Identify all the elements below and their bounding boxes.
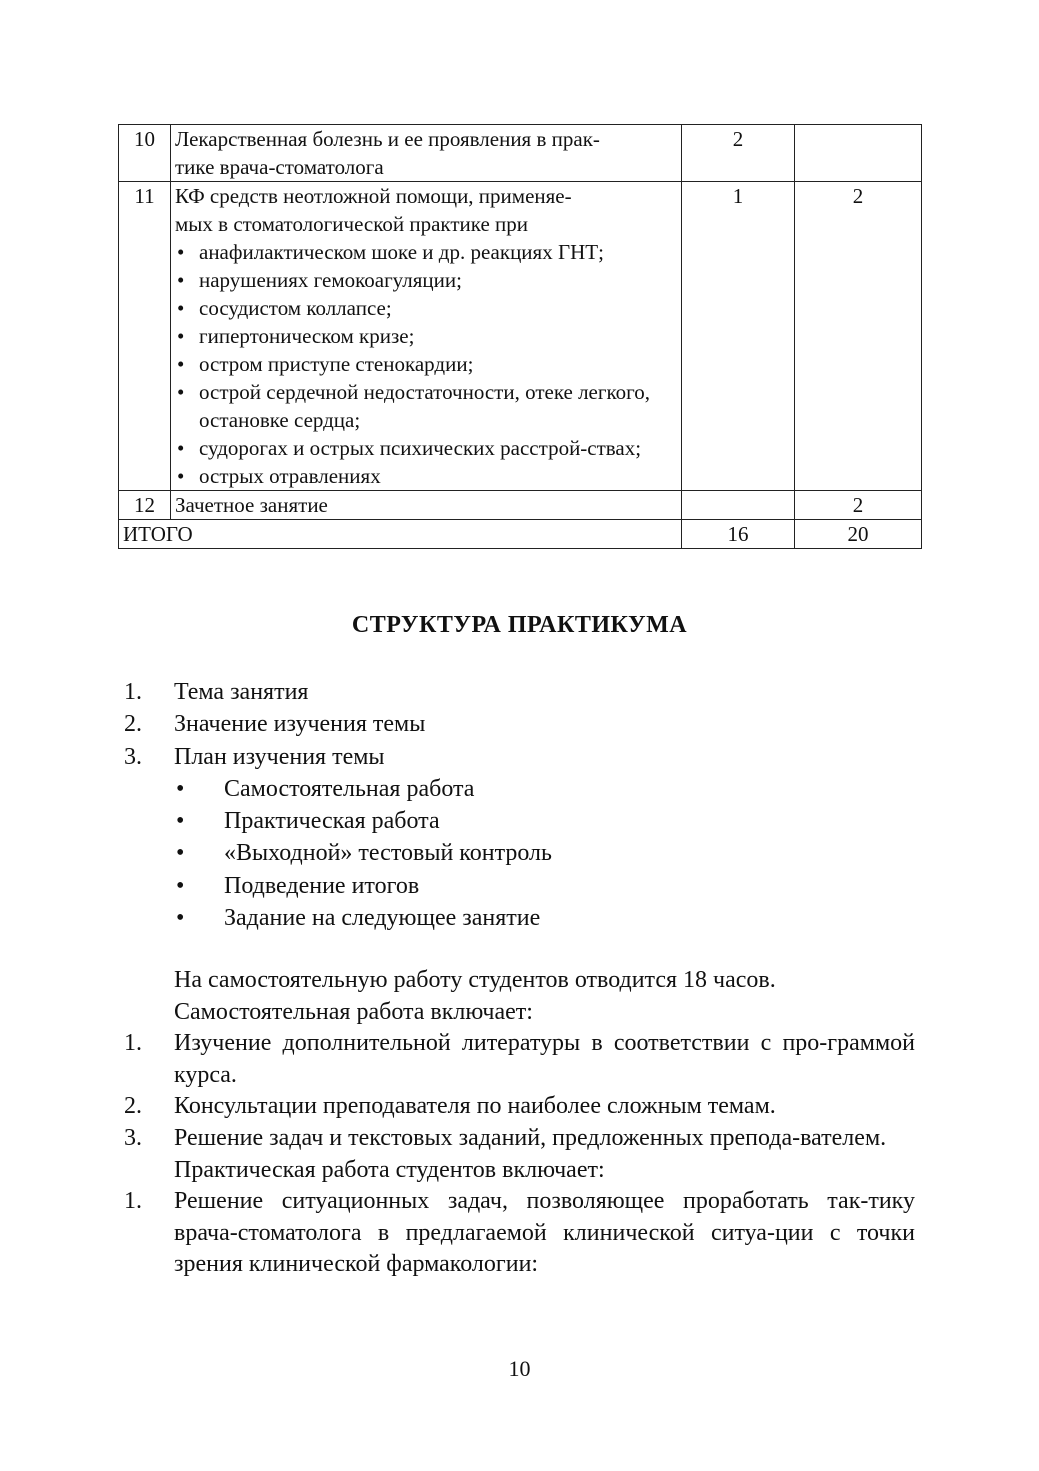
row-hours-2: 2 [795, 491, 922, 520]
paragraph: Самостоятельная работа включает: [174, 998, 533, 1025]
table-row [119, 125, 922, 182]
list-text: Тема занятия [174, 679, 309, 705]
sub-list-item [124, 837, 924, 869]
list-item [124, 1186, 915, 1281]
topic-bullet: • гипертоническом кризе; [175, 322, 677, 350]
topic-bullet: • острых отравлениях [175, 462, 677, 490]
table-row [119, 182, 922, 491]
sub-list-text: Самостоятельная работа [224, 775, 475, 802]
row-number: 10 [119, 125, 171, 182]
total-label: ИТОГО [119, 520, 682, 549]
row-hours-2 [795, 125, 922, 182]
sub-list-item [124, 805, 924, 837]
row-hours-1: 1 [682, 182, 795, 491]
bullet-icon: • [176, 840, 185, 867]
section-heading: СТРУКТУРА ПРАКТИКУМА [351, 612, 688, 638]
row-topic [171, 125, 682, 182]
topic-bullet: • нарушениях гемокоагуляции; [175, 266, 677, 294]
total-hours-1: 16 [682, 520, 795, 549]
row-hours-1 [682, 491, 795, 520]
table-total-row [119, 520, 922, 549]
list-number: 1. [124, 679, 142, 705]
bullet-icon: • [176, 775, 185, 802]
list-number: 2. [124, 1093, 142, 1120]
list-item [124, 1091, 915, 1123]
topic-line: тике врача-стоматолога [175, 155, 384, 179]
topic-bullet: • судорогах и острых психических расстрой-ствах; [175, 434, 677, 462]
row-number: 12 [119, 491, 171, 520]
topic-line: Лекарственная болезнь и ее проявления в прак- [175, 127, 600, 151]
topic-bullet: • остром приступе стенокардии; [175, 350, 677, 378]
topic-line: мых в стоматологической практике при [175, 212, 528, 236]
list-item [124, 676, 924, 708]
list-text: Значение изучения темы [174, 711, 426, 738]
sub-list-item [124, 870, 924, 902]
topics-table [118, 124, 922, 549]
list-number: 1. [124, 1030, 142, 1057]
table-row [119, 491, 922, 520]
list-item [124, 1028, 915, 1091]
body-text [124, 965, 915, 1281]
sub-list-text: Подведение итогов [224, 872, 420, 899]
topic-bullet: • сосудистом коллапсе; [175, 294, 677, 322]
row-topic [171, 491, 682, 520]
list-number: 3. [124, 1124, 142, 1151]
sub-list-text: Практическая работа [224, 808, 440, 835]
bullet-icon: • [176, 905, 185, 932]
row-number: 11 [119, 182, 171, 491]
sub-list-text: «Выходной» тестовый контроль [224, 840, 552, 867]
list-text: Решение задач и текстовых заданий, предложенных препода-вателем. [174, 1124, 887, 1151]
row-topic [171, 182, 682, 491]
sub-list-text: Задание на следующее занятие [224, 905, 541, 932]
topic-line: КФ средств неотложной помощи, применяе- [175, 184, 572, 208]
list-text: Изучение дополнительной литературы в соответствии с про-граммой курса. [174, 1030, 915, 1088]
structure-list [124, 676, 924, 934]
paragraph: Практическая работа студентов включает: [174, 1156, 605, 1183]
list-text: Решение ситуационных задач, позволяющее проработать так-тику врача-стоматолога в предлагаемой клинической ситуа-ции с точки зрения клинической фармакологии: [174, 1188, 915, 1278]
topic-line: Зачетное занятие [175, 493, 328, 517]
list-item [124, 708, 924, 740]
bullet-icon: • [176, 808, 185, 835]
list-number: 3. [124, 743, 142, 770]
list-number: 1. [124, 1188, 142, 1215]
bullet-icon: • [176, 872, 185, 899]
topic-bullet: • острой сердечной недостаточности, отеке легкого, остановке сердца; [175, 378, 677, 434]
sub-list-item [124, 902, 924, 934]
list-text: План изучения темы [174, 743, 385, 770]
row-hours-1: 2 [682, 125, 795, 182]
list-number: 2. [124, 711, 142, 738]
page-number: 10 [508, 1356, 531, 1381]
list-text: Консультации преподавателя по наиболее сложным темам. [174, 1093, 776, 1120]
list-item [124, 741, 924, 773]
sub-list-item [124, 773, 924, 805]
list-item [124, 1123, 915, 1155]
row-hours-2: 2 [795, 182, 922, 491]
total-hours-2: 20 [795, 520, 922, 549]
paragraph: На самостоятельную работу студентов отводится 18 часов. [174, 967, 776, 993]
topic-bullet-list [175, 238, 677, 490]
topic-bullet: • анафилактическом шоке и др. реакциях ГНТ; [175, 238, 677, 266]
